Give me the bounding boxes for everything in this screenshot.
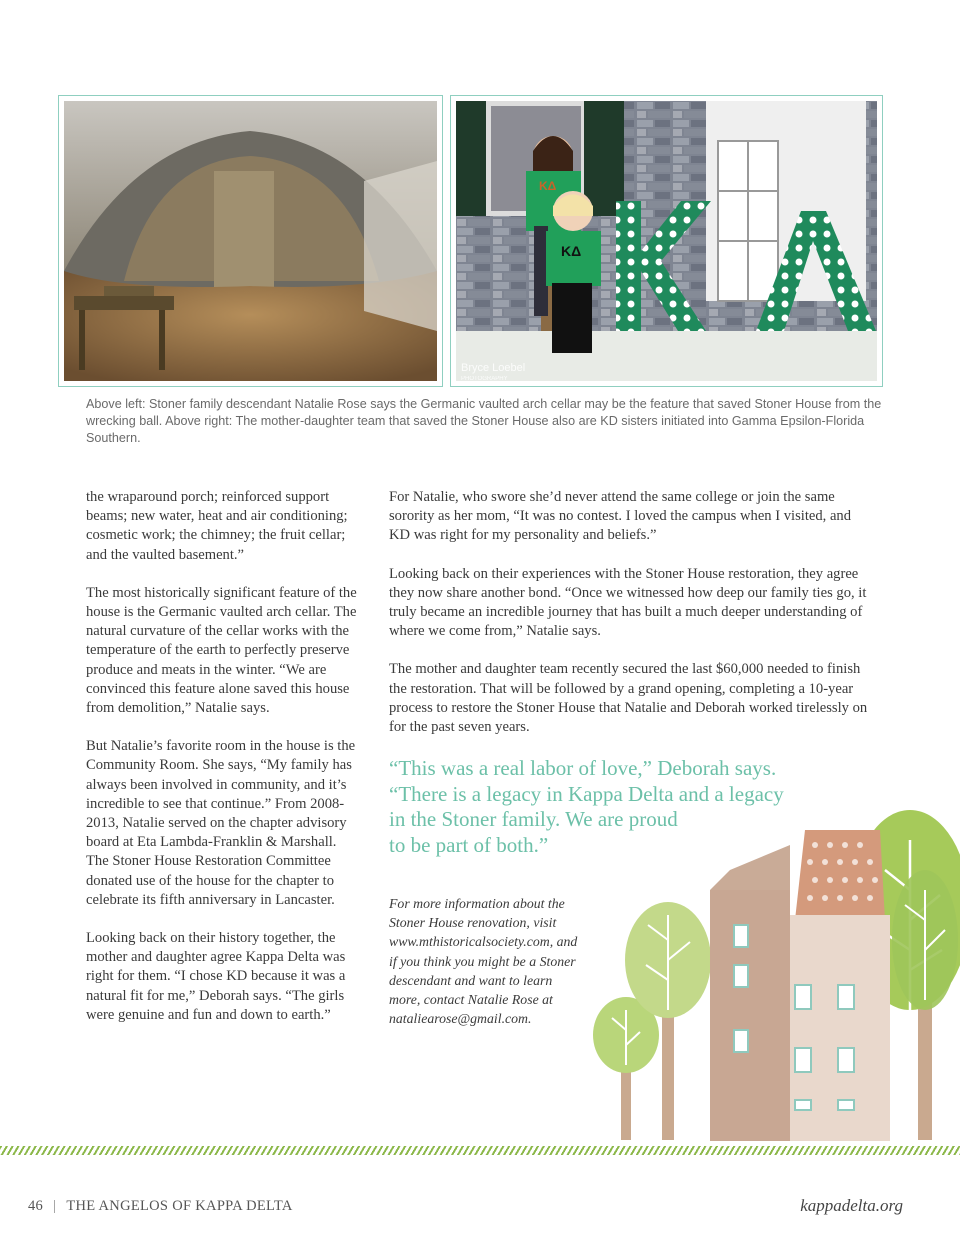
more-info-line: For more information about the bbox=[389, 896, 565, 911]
footer-separator: | bbox=[53, 1198, 57, 1214]
cellar-photo bbox=[64, 101, 437, 381]
paragraph: Looking back on their experiences with the Stoner House restoration, they agree they now share another bond. “Once we witnessed how deep our family ties go, it truly became an incredible journey that has built a much deeper understanding of where we come from,” Natalie says. bbox=[389, 565, 867, 640]
more-info-line: more, contact Natalie Rose at bbox=[389, 992, 553, 1008]
footer-website[interactable]: kappadelta.org bbox=[800, 1196, 903, 1215]
svg-text:Bryce Loebel: Bryce Loebel bbox=[461, 362, 526, 374]
page-number: 46 bbox=[28, 1198, 44, 1214]
more-info-link[interactable]: www.mthistoricalsociety.com, and bbox=[389, 934, 578, 950]
pull-quote-line: in the Stoner family. We are proud bbox=[389, 807, 678, 831]
paragraph: For Natalie, who swore she’d never attend the same college or join the same sorority as her mom, “It was no contest. I loved the campus when I visited, and KD was right for my personality and beliefs.” bbox=[389, 489, 852, 544]
svg-text:KΔ: KΔ bbox=[539, 179, 557, 193]
paragraph: the wraparound porch; reinforced support beams; new water, heat and air conditioning; cosmetic work; the chimney; the fruit cellar; and the vaulted basement.” bbox=[86, 489, 348, 563]
publication-name: THE ANGELOS OF KAPPA DELTA bbox=[66, 1198, 293, 1214]
pull-quote-line: to be part of both.” bbox=[389, 832, 549, 857]
photo-right-frame bbox=[450, 95, 883, 387]
house-trees-illustration bbox=[590, 800, 960, 1146]
paragraph: The mother and daughter team recently secured the last $60,000 needed to finish the restoration. That will be followed by a grand opening, completing a 10-year process to restore the Stoner House that Natalie and Deborah worked tirelessly on for the past seven years. bbox=[389, 661, 868, 736]
pull-quote-line: “This was a real labor of love,” Deborah says. bbox=[389, 756, 777, 780]
left-column bbox=[86, 488, 358, 1044]
more-info-email[interactable]: nataliearose@gmail.com. bbox=[389, 1011, 532, 1027]
more-info-line: Stoner House renovation, visit bbox=[389, 915, 557, 931]
paragraph: Looking back on their history together, the mother and daughter agree Kappa Delta was right for them. “I chose KD because it was a natural fit for me,” Deborah says. “The girls were genuine and fun and down to earth.” bbox=[86, 930, 346, 1023]
decorative-hatch-rule bbox=[0, 1146, 960, 1155]
more-info-line: if you think you might be a Stoner bbox=[389, 953, 576, 969]
pull-quote-line: “There is a legacy in Kappa Delta and a legacy bbox=[389, 781, 784, 806]
svg-text:KΔ: KΔ bbox=[561, 243, 582, 259]
photo-caption: Above left: Stoner family descendant Natalie Rose says the Germanic vaulted arch cellar may be the feature that saved Stoner House from the wrecking ball. Above right: The mother-daughter team that saved the Stoner House also are KD sisters initiated into Gamma Epsilon-Florida Southern. bbox=[86, 397, 882, 445]
more-info-note bbox=[389, 894, 619, 1028]
paragraph: The most historically significant feature of the house is the Germanic vaulted arch cellar. The natural curvature of the cellar works with the temperature of the earth to perfectly preserve produce and meats in the winter. “We are convinced this feature alone saved this house from demolition,” Natalie says. bbox=[86, 584, 357, 717]
porch-photo bbox=[456, 101, 877, 381]
paragraph: But Natalie’s favorite room in the house is the Community Room. She says, “My family has always been involved in community, and it’s incredible to see that continue.” From 2008-2013, Natalie served on the chapter advisory board at Eta Lambda-Franklin & Marshall. The Stoner House Restoration Committee donated use of the house for the chapter to celebrate its fifth anniversary in Lancaster. bbox=[86, 738, 356, 908]
more-info-line: descendant and want to learn bbox=[389, 972, 553, 988]
photo-left-frame bbox=[58, 95, 443, 387]
svg-text:PHOTOGRAPHY: PHOTOGRAPHY bbox=[461, 376, 508, 381]
right-column bbox=[389, 488, 871, 756]
footer-left bbox=[28, 1198, 293, 1215]
